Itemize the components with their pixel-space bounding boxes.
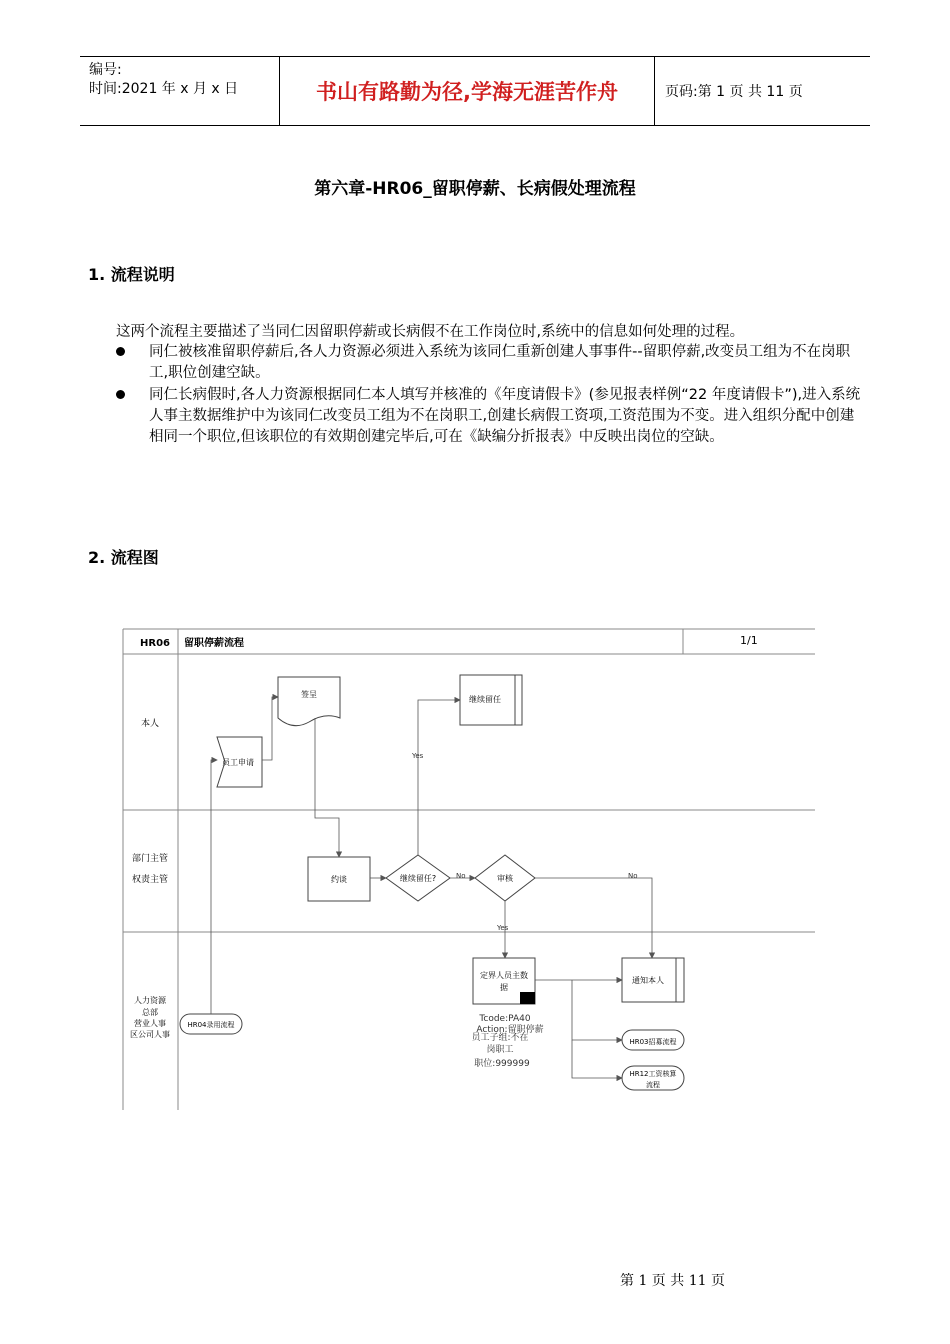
apply-label: 员工申请 bbox=[222, 758, 254, 767]
lane-sales-hr: 营业人事 bbox=[134, 1019, 166, 1028]
notify-label: 通知本人 bbox=[632, 976, 664, 985]
number-label: 编号: bbox=[89, 62, 122, 78]
lane-dept-manager: 部门主管 bbox=[131, 854, 169, 864]
review-label: 审核 bbox=[497, 874, 513, 883]
lane-region-hr: 区公司人事 bbox=[130, 1030, 170, 1039]
note-line-2: Action:留职停薪 bbox=[476, 1025, 544, 1035]
hr03-label: HR03招募流程 bbox=[629, 1038, 677, 1046]
note-line-4: 岗职工 bbox=[486, 1045, 514, 1055]
time-label: 时间:2021 年 x 月 x 日 bbox=[89, 81, 239, 97]
header-motto: 书山有路勤为径,学海无涯苦作舟 bbox=[280, 57, 655, 125]
intro-paragraph: 这两个流程主要描述了当同仁因留职停薪或长病假不在工作岗位时,系统中的信息如何处理的过程。 bbox=[116, 324, 745, 340]
bullet-item: 同仁被核准留职停薪后,各人力资源必须进入系统为该同仁重新创建人事事件--留职停薪,改变员工组为不在岗职工,职位创建空缺。 bbox=[116, 342, 868, 384]
maintain-label-1: 定界人员主数 bbox=[480, 971, 528, 980]
hr04-label: HR04录用流程 bbox=[187, 1021, 235, 1029]
sign-document-node bbox=[278, 677, 340, 726]
hr12-label-1: HR12工资核算 bbox=[629, 1070, 677, 1078]
yes-label-review: Yes bbox=[497, 924, 509, 932]
bullet-item: 同仁长病假时,各人力资源根据同仁本人填写并核准的《年度请假卡》(参见报表样例“22 年度请假卡”),进入系统人事主数据维护中为该同仁改变员工组为不在岗职工,创建长病假工资项,工资范围为不变。进入组织分配中创建相同一个职位,但该职位的有效期创建完毕后,可在《缺编分折报表》中反映出岗位的空缺。 bbox=[116, 385, 868, 448]
no-label-review: No bbox=[628, 872, 638, 880]
no-label-continue: No bbox=[456, 872, 466, 880]
continue-job-label: 继续留任 bbox=[469, 695, 501, 704]
document-title: 第六章-HR06_留职停薪、长病假处理流程 bbox=[314, 179, 636, 199]
sign-label: 签呈 bbox=[301, 690, 317, 699]
flow-name: 留职停薪流程 bbox=[184, 638, 244, 649]
yes-label-continue: Yes bbox=[412, 752, 424, 760]
page-footer: 第 1 页 共 11 页 bbox=[620, 1273, 725, 1289]
note-line-5: 职位:999999 bbox=[474, 1059, 530, 1069]
note-line-3: 员工子组:不在 bbox=[471, 1033, 529, 1043]
interview-label: 约谈 bbox=[331, 875, 347, 884]
section-heading-1: 1. 流程说明 bbox=[88, 265, 175, 284]
hr12-label-2: 流程 bbox=[646, 1081, 660, 1089]
continue-question-label: 继续留任? bbox=[399, 874, 437, 883]
note-line-1: Tcode:PA40 bbox=[479, 1014, 531, 1024]
header-page-info: 页码:第 1 页 共 11 页 bbox=[665, 84, 803, 100]
lane-self: 本人 bbox=[140, 719, 160, 729]
lane-hq: 总部 bbox=[142, 1008, 158, 1017]
lane-auth-manager: 权责主管 bbox=[131, 875, 169, 885]
flow-page: 1/1 bbox=[740, 634, 758, 647]
corner-mark-icon bbox=[520, 992, 535, 1004]
maintain-label-2: 据 bbox=[500, 983, 508, 992]
section-heading-2: 2. 流程图 bbox=[88, 548, 159, 567]
flow-code: HR06 bbox=[140, 638, 170, 649]
lane-hr: 人力资源 bbox=[134, 996, 166, 1005]
